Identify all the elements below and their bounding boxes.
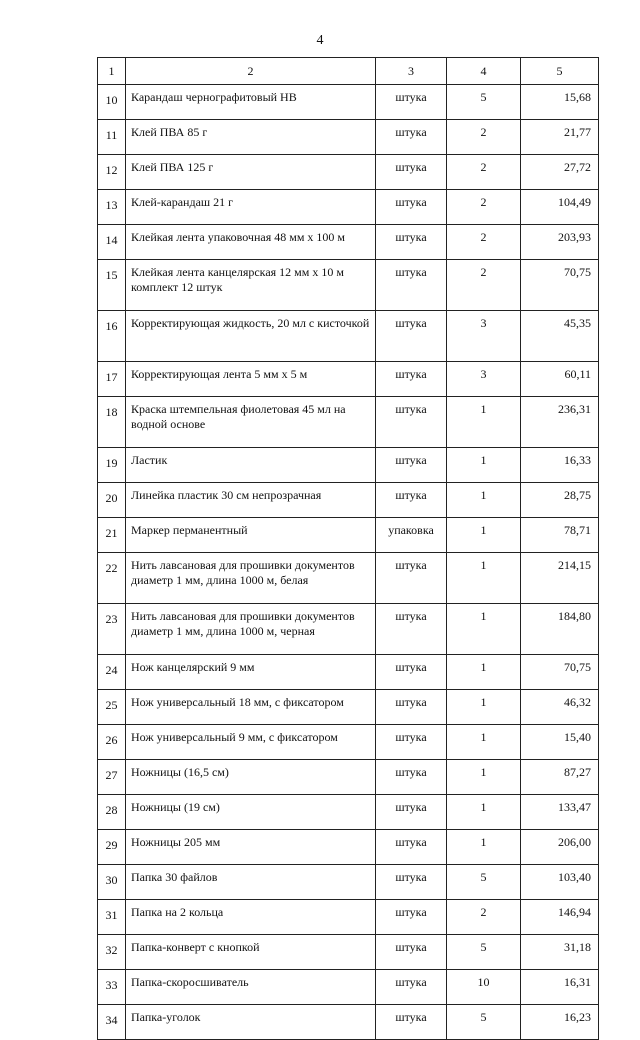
item-name-cell: Клейкая лента канцелярская 12 мм х 10 м комплект 12 штук <box>126 260 376 311</box>
unit-cell: штука <box>376 85 447 120</box>
item-name-cell: Папка-скоросшиватель <box>126 970 376 1005</box>
item-name-cell: Ножницы 205 мм <box>126 830 376 865</box>
price-cell: 133,47 <box>521 795 599 830</box>
table-row <box>98 260 599 311</box>
row-number-cell: 12 <box>98 155 126 190</box>
row-number-cell: 16 <box>98 311 126 362</box>
price-cell: 70,75 <box>521 260 599 311</box>
unit-cell: штука <box>376 190 447 225</box>
unit-cell: штука <box>376 760 447 795</box>
price-cell: 146,94 <box>521 900 599 935</box>
quantity-cell: 1 <box>447 795 521 830</box>
unit-cell: штука <box>376 483 447 518</box>
unit-cell: штука <box>376 553 447 604</box>
unit-cell: штука <box>376 311 447 362</box>
item-name-cell: Нож канцелярский 9 мм <box>126 655 376 690</box>
price-cell: 31,18 <box>521 935 599 970</box>
quantity-cell: 3 <box>447 311 521 362</box>
row-number-cell: 11 <box>98 120 126 155</box>
unit-cell: штука <box>376 260 447 311</box>
table-row <box>98 190 599 225</box>
price-cell: 214,15 <box>521 553 599 604</box>
item-name-cell: Карандаш чернографитовый HB <box>126 85 376 120</box>
item-name-cell: Нить лавсановая для прошивки документов диаметр 1 мм, длина 1000 м, белая <box>126 553 376 604</box>
table-row <box>98 120 599 155</box>
item-name-cell: Папка на 2 кольца <box>126 900 376 935</box>
price-cell: 203,93 <box>521 225 599 260</box>
item-name-cell: Клейкая лента упаковочная 48 мм х 100 м <box>126 225 376 260</box>
unit-cell: штука <box>376 970 447 1005</box>
quantity-cell: 2 <box>447 190 521 225</box>
header-cell-3: 3 <box>376 58 447 85</box>
quantity-cell: 1 <box>447 553 521 604</box>
quantity-cell: 1 <box>447 655 521 690</box>
price-cell: 28,75 <box>521 483 599 518</box>
quantity-cell: 2 <box>447 225 521 260</box>
price-cell: 236,31 <box>521 397 599 448</box>
row-number-cell: 30 <box>98 865 126 900</box>
table-row <box>98 553 599 604</box>
quantity-cell: 2 <box>447 120 521 155</box>
row-number-cell: 34 <box>98 1005 126 1040</box>
table-row <box>98 85 599 120</box>
unit-cell: штука <box>376 397 447 448</box>
item-name-cell: Папка-уголок <box>126 1005 376 1040</box>
price-cell: 15,68 <box>521 85 599 120</box>
quantity-cell: 1 <box>447 760 521 795</box>
quantity-cell: 2 <box>447 260 521 311</box>
price-cell: 87,27 <box>521 760 599 795</box>
header-cell-2: 2 <box>126 58 376 85</box>
row-number-cell: 20 <box>98 483 126 518</box>
quantity-cell: 5 <box>447 865 521 900</box>
header-cell-4: 4 <box>447 58 521 85</box>
row-number-cell: 31 <box>98 900 126 935</box>
quantity-cell: 1 <box>447 397 521 448</box>
row-number-cell: 21 <box>98 518 126 553</box>
item-name-cell: Нож универсальный 18 мм, с фиксатором <box>126 690 376 725</box>
table-row <box>98 760 599 795</box>
price-cell: 27,72 <box>521 155 599 190</box>
price-cell: 60,11 <box>521 362 599 397</box>
price-cell: 103,40 <box>521 865 599 900</box>
unit-cell: штука <box>376 900 447 935</box>
unit-cell: штука <box>376 448 447 483</box>
table-row <box>98 970 599 1005</box>
item-name-cell: Корректирующая жидкость, 20 мл с кисточкой <box>126 311 376 362</box>
table-row <box>98 362 599 397</box>
table-row <box>98 655 599 690</box>
unit-cell: штука <box>376 225 447 260</box>
quantity-cell: 1 <box>447 690 521 725</box>
item-name-cell: Краска штемпельная фиолетовая 45 мл на водной основе <box>126 397 376 448</box>
unit-cell: штука <box>376 830 447 865</box>
quantity-cell: 5 <box>447 1005 521 1040</box>
item-name-cell: Папка 30 файлов <box>126 865 376 900</box>
item-name-cell: Маркер перманентный <box>126 518 376 553</box>
table-row <box>98 604 599 655</box>
unit-cell: штука <box>376 362 447 397</box>
table-row <box>98 448 599 483</box>
table-row <box>98 725 599 760</box>
row-number-cell: 23 <box>98 604 126 655</box>
unit-cell: штука <box>376 1005 447 1040</box>
unit-cell: штука <box>376 690 447 725</box>
table-row <box>98 518 599 553</box>
item-name-cell: Клей-карандаш 21 г <box>126 190 376 225</box>
unit-cell: упаковка <box>376 518 447 553</box>
price-table <box>97 57 599 1040</box>
table-row <box>98 225 599 260</box>
header-cell-5: 5 <box>521 58 599 85</box>
unit-cell: штука <box>376 155 447 190</box>
unit-cell: штука <box>376 604 447 655</box>
row-number-cell: 33 <box>98 970 126 1005</box>
unit-cell: штука <box>376 865 447 900</box>
price-cell: 70,75 <box>521 655 599 690</box>
price-cell: 206,00 <box>521 830 599 865</box>
price-cell: 78,71 <box>521 518 599 553</box>
row-number-cell: 14 <box>98 225 126 260</box>
item-name-cell: Клей ПВА 125 г <box>126 155 376 190</box>
table-row <box>98 795 599 830</box>
row-number-cell: 29 <box>98 830 126 865</box>
item-name-cell: Линейка пластик 30 см непрозрачная <box>126 483 376 518</box>
table-row <box>98 1005 599 1040</box>
item-name-cell: Ножницы (16,5 см) <box>126 760 376 795</box>
item-name-cell: Корректирующая лента 5 мм х 5 м <box>126 362 376 397</box>
row-number-cell: 22 <box>98 553 126 604</box>
row-number-cell: 15 <box>98 260 126 311</box>
header-cell-1: 1 <box>98 58 126 85</box>
item-name-cell: Ластик <box>126 448 376 483</box>
table-row <box>98 830 599 865</box>
quantity-cell: 1 <box>447 483 521 518</box>
price-cell: 46,32 <box>521 690 599 725</box>
row-number-cell: 28 <box>98 795 126 830</box>
price-cell: 104,49 <box>521 190 599 225</box>
price-cell: 21,77 <box>521 120 599 155</box>
unit-cell: штука <box>376 725 447 760</box>
price-cell: 16,31 <box>521 970 599 1005</box>
quantity-cell: 10 <box>447 970 521 1005</box>
quantity-cell: 2 <box>447 900 521 935</box>
row-number-cell: 32 <box>98 935 126 970</box>
row-number-cell: 19 <box>98 448 126 483</box>
price-cell: 16,23 <box>521 1005 599 1040</box>
price-cell: 184,80 <box>521 604 599 655</box>
row-number-cell: 13 <box>98 190 126 225</box>
table-body <box>98 58 599 1040</box>
table-row <box>98 311 599 362</box>
quantity-cell: 1 <box>447 725 521 760</box>
price-cell: 45,35 <box>521 311 599 362</box>
row-number-cell: 17 <box>98 362 126 397</box>
quantity-cell: 5 <box>447 85 521 120</box>
quantity-cell: 3 <box>447 362 521 397</box>
quantity-cell: 1 <box>447 448 521 483</box>
row-number-cell: 10 <box>98 85 126 120</box>
row-number-cell: 18 <box>98 397 126 448</box>
item-name-cell: Нож универсальный 9 мм, с фиксатором <box>126 725 376 760</box>
row-number-cell: 27 <box>98 760 126 795</box>
table-row <box>98 690 599 725</box>
table-row <box>98 397 599 448</box>
unit-cell: штука <box>376 935 447 970</box>
item-name-cell: Клей ПВА 85 г <box>126 120 376 155</box>
item-name-cell: Ножницы (19 см) <box>126 795 376 830</box>
price-cell: 16,33 <box>521 448 599 483</box>
table-row <box>98 483 599 518</box>
unit-cell: штука <box>376 655 447 690</box>
row-number-cell: 26 <box>98 725 126 760</box>
item-name-cell: Папка-конверт с кнопкой <box>126 935 376 970</box>
item-name-cell: Нить лавсановая для прошивки документов диаметр 1 мм, длина 1000 м, черная <box>126 604 376 655</box>
table-row <box>98 865 599 900</box>
unit-cell: штука <box>376 795 447 830</box>
table-row <box>98 155 599 190</box>
quantity-cell: 1 <box>447 604 521 655</box>
table-row <box>98 935 599 970</box>
row-number-cell: 24 <box>98 655 126 690</box>
quantity-cell: 5 <box>447 935 521 970</box>
page-number: 4 <box>316 33 324 48</box>
quantity-cell: 1 <box>447 830 521 865</box>
unit-cell: штука <box>376 120 447 155</box>
quantity-cell: 1 <box>447 518 521 553</box>
row-number-cell: 25 <box>98 690 126 725</box>
quantity-cell: 2 <box>447 155 521 190</box>
price-cell: 15,40 <box>521 725 599 760</box>
table-header-row <box>98 58 599 85</box>
